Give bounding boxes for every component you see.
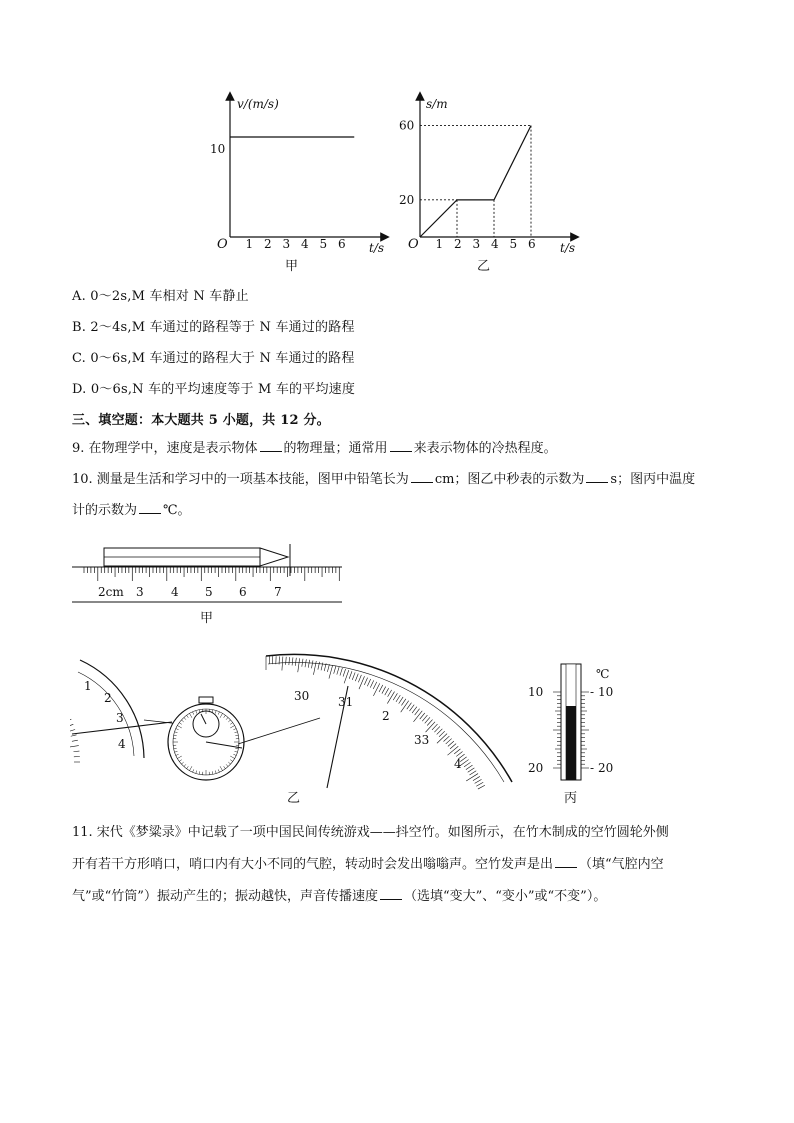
- small-dial-label-1: 1: [84, 679, 92, 693]
- question-9: [72, 434, 557, 464]
- large-dial-tick: [337, 667, 339, 675]
- q11-blank-2[interactable]: [380, 887, 402, 900]
- thermo-right-minus-20: -: [590, 761, 595, 775]
- graph-caption: 甲: [285, 259, 299, 274]
- y-tick-label: 20: [399, 192, 415, 207]
- q9-blank-2[interactable]: [390, 439, 412, 452]
- x-tick-label: 3: [472, 237, 481, 251]
- x-tick-label: 4: [491, 237, 499, 251]
- large-dial-tick: [439, 731, 445, 737]
- large-dial-tick: [446, 739, 452, 744]
- large-dial-tick: [358, 675, 361, 682]
- x-tick-label: 2: [264, 237, 272, 251]
- large-dial-tick: [308, 660, 309, 668]
- large-dial-tick: [466, 774, 478, 781]
- large-dial-tick: [399, 697, 403, 704]
- thermo-left-label-20: 20: [528, 761, 544, 775]
- thermo-right-label-10: 10: [598, 685, 614, 699]
- y-tick-label: 60: [399, 118, 415, 133]
- large-dial-tick: [282, 657, 283, 671]
- section-heading: 三、填空题：本大题共 5 小题，共 12 分。: [72, 413, 330, 428]
- q9-text-2: 的物理量；通常用: [283, 441, 388, 456]
- q11-blank-1[interactable]: [555, 855, 577, 868]
- question-11-line-1: 11. 宋代《梦粱录》中记载了一项中国民间传统游戏——抖空竹。如图所示，在竹木制成的空竹圆轮外侧: [72, 825, 669, 840]
- q10-blank-1[interactable]: [411, 470, 433, 483]
- large-dial-tick: [292, 657, 293, 665]
- large-dial-tick: [385, 688, 389, 695]
- distance-line: [420, 126, 531, 237]
- small-dial-tick: [70, 729, 75, 731]
- small-dial-tick: [70, 724, 73, 727]
- large-dial-tick: [382, 687, 386, 694]
- large-dial-tick: [448, 741, 454, 746]
- q9-text-3: 来表示物体的冷热程度。: [413, 441, 557, 456]
- question-10: [72, 465, 695, 495]
- large-dial-tick: [401, 699, 405, 706]
- q10-text-4: 计的示数为: [72, 503, 138, 518]
- x-axis-label: t/s: [369, 241, 385, 255]
- ruler-label: 6: [239, 585, 247, 599]
- large-dial-tick: [352, 672, 355, 679]
- large-dial-tick: [422, 715, 427, 721]
- large-dial-tick: [311, 660, 313, 668]
- small-dial-tick: [72, 740, 78, 741]
- large-dial-tick: [289, 657, 290, 665]
- large-dial-tick: [466, 765, 473, 770]
- q10-blank-3[interactable]: [139, 501, 161, 514]
- large-dial-label-33: 33: [414, 733, 430, 747]
- question-11-line-2: [72, 850, 664, 880]
- large-dial-tick: [425, 717, 430, 723]
- large-dial-tick: [454, 749, 460, 754]
- large-dial-label-2: 2: [382, 709, 390, 723]
- y-tick-10: 10: [210, 142, 226, 156]
- small-dial-arc: [80, 660, 144, 758]
- x-tick-label: 6: [338, 237, 346, 251]
- large-dial-tick: [407, 703, 412, 710]
- origin-label: O: [408, 237, 419, 252]
- large-dial-tick: [343, 669, 346, 677]
- option-d: D. 0～6s,N 车的平均速度等于 M 车的平均速度: [72, 382, 356, 397]
- large-dial-label-31: 31: [338, 695, 354, 709]
- large-dial-tick: [370, 680, 373, 687]
- option-a: A. 0～2s,M 车相对 N 车静止: [72, 289, 249, 304]
- large-dial-tick: [305, 659, 306, 667]
- small-dial-tick: [71, 735, 77, 736]
- large-dial-tick: [364, 678, 367, 685]
- large-dial-tick: [420, 713, 425, 719]
- small-dial-label-3: 3: [116, 711, 124, 725]
- q11-text-2: 开有若干方形哨口，哨口内有大小不同的气腔，转动时会发出嗡嗡声。空竹发声是出: [72, 857, 554, 872]
- x-tick-label: 5: [509, 237, 518, 251]
- large-dial-tick: [427, 720, 432, 726]
- ruler-label: 4: [171, 585, 179, 599]
- large-dial-tick: [396, 695, 400, 702]
- thermometer-caption: 丙: [564, 791, 578, 806]
- thermometer-liquid: [566, 706, 576, 780]
- large-dial-tick: [355, 674, 358, 681]
- large-dial-tick: [476, 782, 483, 786]
- large-dial-tick: [448, 746, 459, 755]
- large-dial-tick: [286, 657, 287, 665]
- question-10-line-2: [72, 496, 191, 526]
- large-dial-tick: [340, 668, 342, 676]
- q9-blank-1[interactable]: [260, 439, 282, 452]
- large-dial-tick: [464, 762, 471, 767]
- large-dial-tick: [295, 658, 296, 666]
- large-dial-label-30: 30: [294, 689, 310, 703]
- small-dial-tick: [70, 719, 71, 721]
- q10-text-1: 10. 测量是生活和学习中的一项基本技能，图甲中铅笔长为: [72, 472, 409, 487]
- large-dial-tick: [324, 663, 326, 671]
- large-dial-tick: [473, 776, 480, 780]
- large-dial-tick: [373, 683, 379, 695]
- question-11-line-3: [72, 882, 606, 912]
- x-tick-label: 5: [319, 237, 328, 251]
- x-tick-label: 1: [435, 237, 444, 251]
- large-dial-tick: [426, 722, 435, 732]
- large-dial-tick: [434, 726, 440, 732]
- small-dial-tick: [70, 746, 79, 747]
- large-dial-tick: [432, 724, 437, 730]
- large-dial-tick: [437, 734, 447, 744]
- ruler-label: 3: [136, 585, 144, 599]
- small-dial-label-2: 2: [104, 691, 112, 705]
- large-dial-tick: [450, 744, 456, 749]
- thermo-left-label-10: 10: [528, 685, 544, 699]
- large-dial-tick: [318, 662, 320, 670]
- large-dial-tick: [437, 729, 443, 735]
- q10-text-3: s；图丙中温度: [610, 472, 696, 487]
- large-dial-tick: [327, 664, 329, 672]
- q11-text-2b: （填“气腔内空: [579, 857, 664, 872]
- q10-blank-2[interactable]: [586, 470, 608, 483]
- y-axis-label: s/m: [426, 97, 448, 111]
- large-dial-tick: [409, 705, 414, 711]
- large-dial-tick: [367, 679, 370, 686]
- y-axis-label: v/(m/s): [237, 97, 279, 111]
- small-dial-label-4: 4: [118, 737, 126, 751]
- large-dial-tick: [388, 690, 392, 697]
- ruler-caption: 甲: [200, 611, 214, 626]
- large-dial-tick: [387, 692, 394, 704]
- large-dial-tick: [478, 785, 485, 789]
- stopwatch-crown: [199, 697, 213, 703]
- large-dial-tick: [468, 768, 475, 772]
- large-dial-label-4: 4: [454, 757, 462, 771]
- large-dial-tick: [401, 701, 409, 712]
- q10-text-5: ℃。: [163, 503, 191, 518]
- large-dial-tick: [393, 693, 397, 700]
- q11-text-3b: （选填“变大”、“变小”或“不变”）。: [403, 889, 607, 904]
- large-dial-tick: [412, 707, 417, 713]
- option-b: B. 2～4s,M 车通过的路程等于 N 车通过的路程: [72, 320, 355, 335]
- large-dial-tick: [298, 658, 300, 672]
- q10-text-2: cm；图乙中秒表的示数为: [434, 472, 585, 487]
- large-dial-tick: [456, 751, 462, 756]
- x-axis-label: t/s: [560, 241, 576, 255]
- x-tick-label: 4: [301, 237, 309, 251]
- thermo-right-label-20: 20: [598, 761, 614, 775]
- large-dial-tick: [373, 682, 377, 689]
- thermometer-figure: [520, 656, 630, 786]
- large-dial-leader: [238, 718, 320, 744]
- large-dial-tick: [329, 665, 333, 678]
- thermometer-unit: ℃: [596, 667, 610, 681]
- option-c: C. 0～6s,M 车通过的路程大于 N 车通过的路程: [72, 351, 355, 366]
- pencil-tip: [260, 548, 288, 566]
- ruler-label: 5: [205, 585, 213, 599]
- large-dial-tick: [413, 711, 422, 722]
- x-tick-label: 1: [245, 237, 254, 251]
- x-tick-label: 6: [528, 237, 536, 251]
- large-dial-tick: [470, 771, 477, 775]
- large-dial-tick: [444, 736, 450, 741]
- stopwatch-figure: [70, 652, 520, 792]
- ruler-label: 7: [274, 585, 282, 599]
- thermo-right-minus-10: -: [590, 685, 595, 699]
- graph-distance-time: [395, 88, 595, 278]
- x-tick-label: 3: [282, 237, 291, 251]
- large-dial-tick: [475, 779, 482, 783]
- large-dial-tick: [379, 685, 383, 692]
- large-dial-tick: [334, 666, 336, 674]
- graph-caption: 乙: [477, 259, 491, 274]
- ruler-label: 2cm: [98, 585, 124, 599]
- x-tick-label: 2: [454, 237, 462, 251]
- graph-velocity-time: [195, 88, 395, 278]
- origin-label: O: [217, 237, 228, 252]
- q11-text-3a: 气”或“竹筒”）振动产生的；振动越快，声音传播速度: [72, 889, 378, 904]
- large-dial-tick: [349, 671, 352, 679]
- stopwatch-caption: 乙: [287, 791, 301, 806]
- q9-text-1: 9. 在物理学中，速度是表示物体: [72, 441, 258, 456]
- small-dial-tick: [73, 751, 79, 752]
- large-dial-tick: [415, 709, 420, 715]
